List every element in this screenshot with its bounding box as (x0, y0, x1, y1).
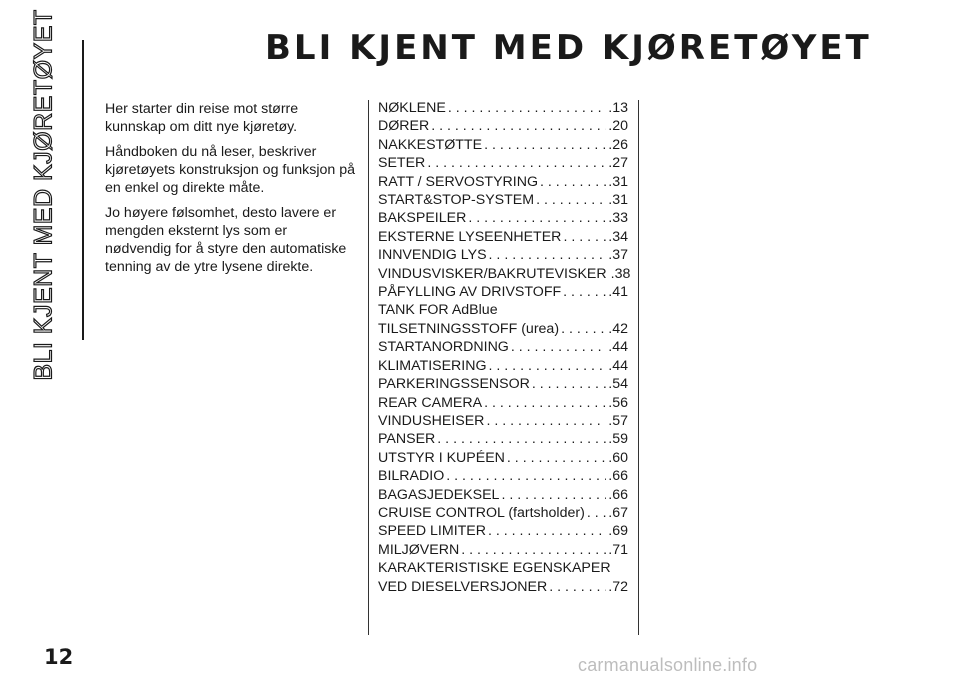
toc-entry-page: .41 (608, 284, 628, 301)
toc-entry-title-line1: KARAKTERISTISKE EGENSKAPER (378, 560, 611, 577)
watermark: carmanualsonline.info (578, 655, 758, 675)
toc-entry-title: BILRADIO (378, 468, 445, 485)
toc-entry-utstyr-i-kupeen[interactable] (378, 449, 628, 467)
toc-entry-page: .13 (608, 100, 628, 116)
toc-entry-speed-limiter[interactable] (378, 522, 628, 540)
toc-entry-title: SETER (378, 155, 426, 172)
toc-entry-page: .56 (608, 394, 628, 411)
intro-paragraph: Jo høyere følsomhet, desto lavere er mengden eksternt lys som er nødvendig for å styre den automatiske tenning av de ytre lysene direkte. (105, 205, 347, 275)
toc-entry-bagasjedeksel[interactable] (378, 486, 628, 504)
toc-entry-title: SPEED LIMITER (378, 523, 487, 540)
toc-entry-ratt-servostyring[interactable] (378, 173, 628, 191)
toc-entry-title: RATT / SERVOSTYRING (378, 173, 539, 190)
toc-entry-miljovern[interactable] (378, 541, 628, 559)
toc-entry-page: .20 (608, 118, 628, 135)
toc-entry-title: MILJØVERN (378, 541, 460, 558)
side-section-tab (0, 0, 82, 600)
toc-entry-title: BAKSPEILER (378, 210, 467, 227)
toc-entry-title: PANSER (378, 431, 436, 448)
toc-entry-bilradio[interactable] (378, 467, 628, 485)
toc-entry-title: INNVENDIG LYS (378, 247, 487, 264)
toc-entry-title: EKSTERNE LYSEENHETER (378, 228, 562, 245)
toc-entry-title: VINDUSHEISER (378, 412, 485, 429)
page-number: 12 (44, 645, 74, 669)
toc-entry-page: .67 (608, 504, 628, 521)
toc-entry-page: .69 (608, 523, 628, 540)
toc-entry-start-stop-system[interactable] (378, 191, 628, 209)
toc-entry-title: STARTANORDNING (378, 339, 509, 356)
toc-entry-startanordning[interactable] (378, 338, 628, 356)
toc-entry-cruise-control[interactable] (378, 504, 628, 522)
toc-entry-title: PÅFYLLING AV DRIVSTOFF (378, 284, 562, 301)
intro-paragraph: Her starter din reise mot større kunnskap om ditt nye kjøretøy. (105, 101, 299, 135)
toc-entry-page: .26 (608, 136, 628, 153)
toc-entry-page: .59 (608, 431, 628, 448)
toc-entry-klimatisering[interactable] (378, 357, 628, 375)
toc-entry-title: DØRER (378, 118, 430, 135)
toc-entry-page: .27 (608, 155, 628, 172)
side-divider-line (82, 40, 84, 340)
toc-entry-bakspeiler[interactable] (378, 209, 628, 227)
toc-entry-page: .60 (608, 449, 628, 466)
toc-entry-panser[interactable] (378, 430, 628, 448)
toc-entry-title-line1: TANK FOR AdBlue (378, 302, 498, 319)
toc-entry-eksterne-lyseenheter[interactable] (378, 228, 628, 246)
toc-entry-innvendig-lys[interactable] (378, 246, 628, 264)
toc-entry-title: BAGASJEDEKSEL (378, 486, 500, 503)
toc-entry-page: .31 (608, 173, 628, 190)
side-section-label: BLI KJENT MED KJØRETØYET (29, 9, 58, 381)
toc-entry-page: .71 (608, 541, 628, 558)
intro-text (105, 100, 355, 283)
toc-entry-dieselversjoner[interactable] (378, 559, 628, 596)
toc-entry-page: .34 (608, 228, 628, 245)
toc-entry-page: .72 (608, 578, 628, 595)
toc-entry-vindusheiser[interactable] (378, 412, 628, 430)
toc-entry-page: .66 (608, 486, 628, 503)
toc-entry-page: .42 (608, 320, 628, 337)
toc-entry-dorer[interactable] (378, 117, 628, 135)
toc-entry-title: UTSTYR I KUPÉEN (378, 449, 505, 466)
toc-entry-seter[interactable] (378, 154, 628, 172)
table-of-contents (378, 99, 631, 596)
toc-entry-page: .57 (608, 412, 628, 429)
toc-entry-page: .31 (608, 192, 628, 209)
toc-entry-page: .33 (608, 210, 628, 227)
toc-entry-noklene[interactable] (378, 99, 628, 117)
toc-entry-title: VED DIESELVERSJONER (378, 578, 548, 595)
column-divider-left (368, 100, 369, 635)
toc-entry-parkeringssensor[interactable] (378, 375, 628, 393)
toc-entry-page: .66 (608, 468, 628, 485)
toc-entry-pafylling-av-drivstoff[interactable] (378, 283, 628, 301)
toc-entry-title: REAR CAMERA (378, 394, 483, 411)
toc-entry-page: .37 (608, 247, 628, 264)
toc-entry-page: .44 (608, 339, 628, 356)
toc-entry-title: PARKERINGSSENSOR (378, 376, 530, 393)
toc-entry-title: KLIMATISERING (378, 357, 487, 374)
page-title: BLI KJENT MED KJØRETØYET (265, 28, 872, 68)
toc-entry-title: CRUISE CONTROL (fartsholder) (378, 504, 585, 521)
toc-entry-vindusvisker[interactable] (378, 265, 631, 283)
toc-entry-title: START&STOP-SYSTEM (378, 192, 535, 209)
toc-entry-nakkestotte[interactable] (378, 136, 628, 154)
toc-entry-title: VINDUSVISKER/BAKRUTEVISKER (378, 265, 607, 282)
toc-entry-page: .44 (608, 357, 628, 374)
toc-entry-page: .54 (608, 376, 628, 393)
toc-entry-title: NAKKESTØTTE (378, 136, 483, 153)
toc-entry-title: NØKLENE (378, 100, 446, 116)
toc-entry-title: TILSETNINGSSTOFF (urea) (378, 320, 560, 337)
toc-entry-tank-for-adblue[interactable] (378, 301, 628, 338)
intro-paragraph: Håndboken du nå leser, beskriver kjøretøyets konstruksjon og funksjon på en enkel og direkte måte. (105, 144, 355, 196)
toc-entry-rear-camera[interactable] (378, 394, 628, 412)
toc-entry-page: .38 (610, 265, 631, 282)
column-divider-right (638, 100, 639, 635)
